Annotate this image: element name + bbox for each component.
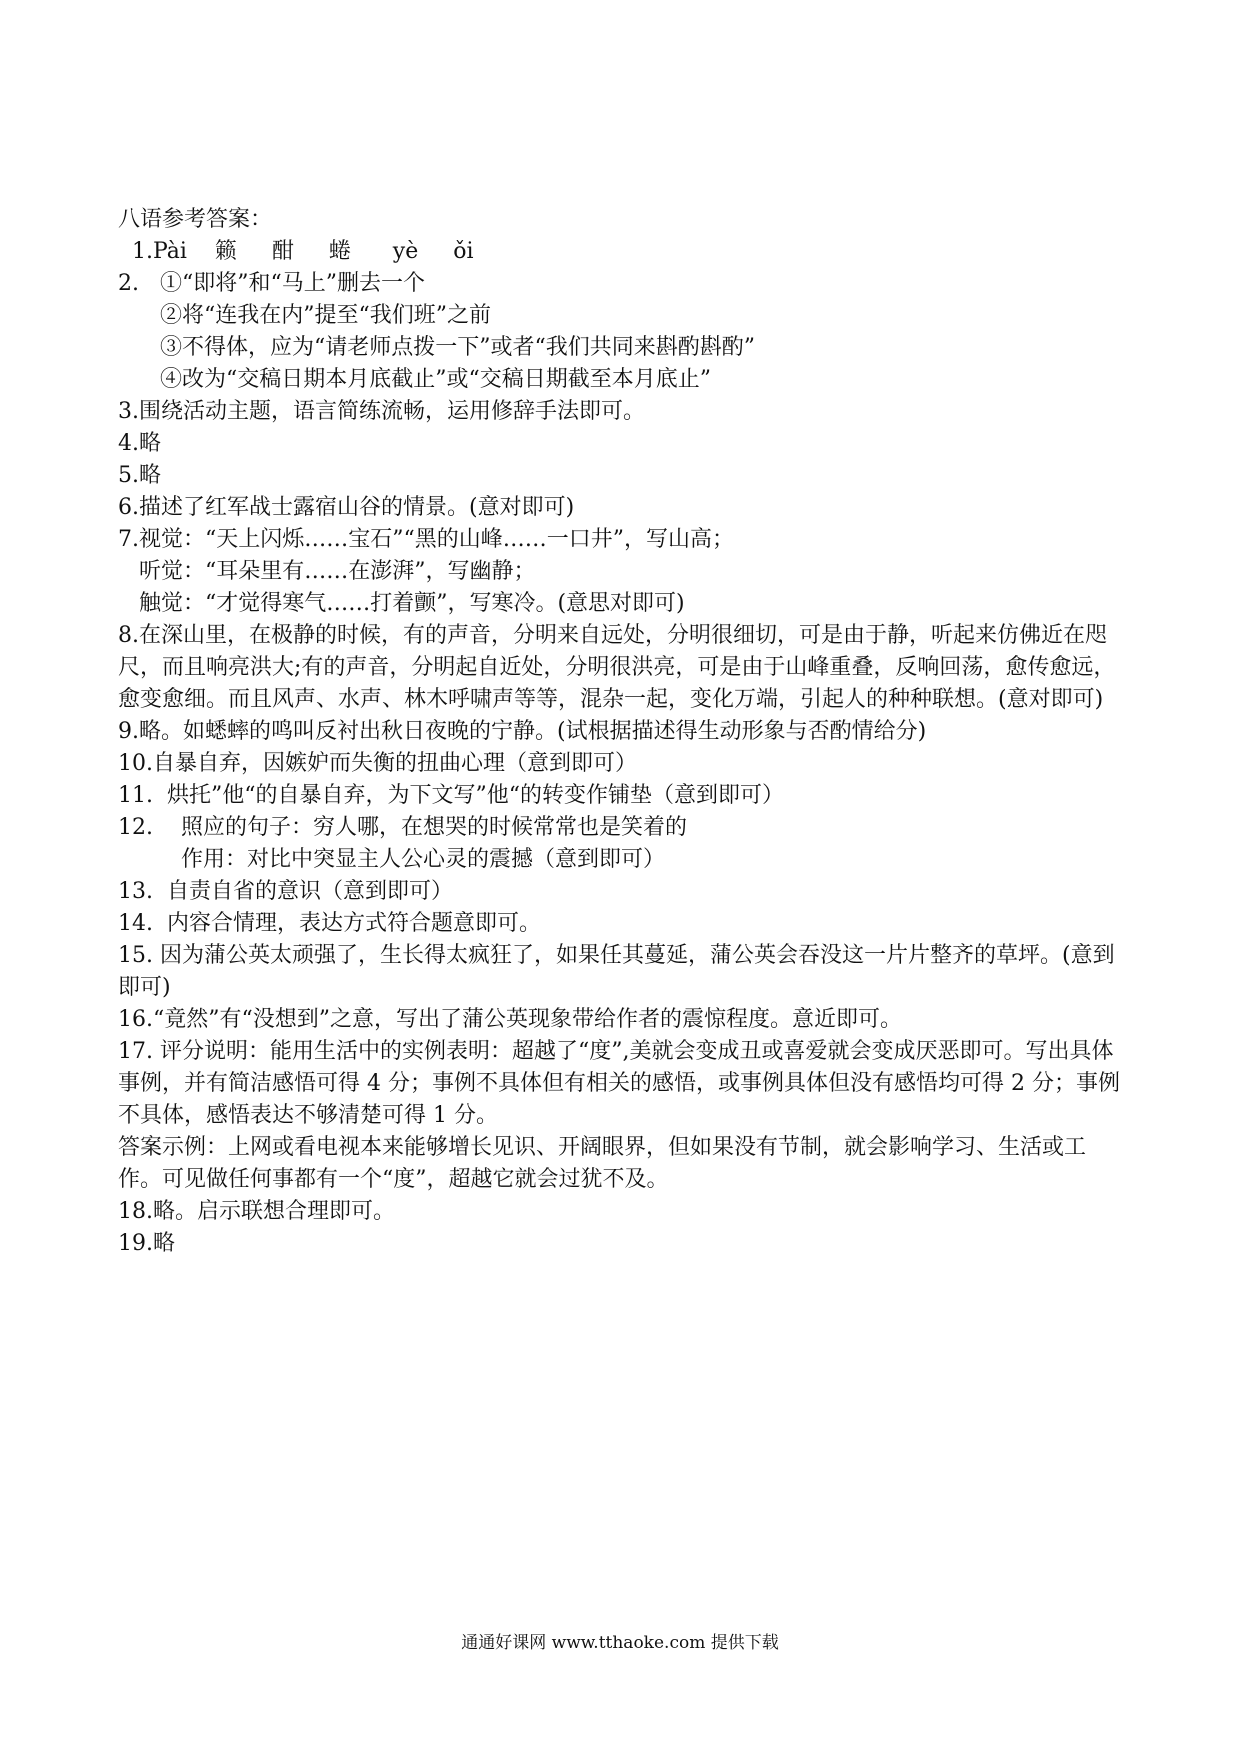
- answer-line-10: 10.自暴自弃，因嫉妒而失衡的扭曲心理（意到即可）: [118, 751, 637, 776]
- answer-line-17: 17. 评分说明：能用生活中的实例表明：超越了“度”,美就会变成丑或喜爱就会变成厌恶即可。写出具体事例，并有简洁感悟可得 4 分；事例不具体但有相关的感悟，或事例具体但没有感悟均可得 2 分；事例不具体，感悟表达不够清楚可得 1 分。: [118, 1039, 1120, 1128]
- answer-line-1: 1.Pài 籁 酣 蜷 yè ǒi: [118, 239, 474, 264]
- answer-line-15: 15. 因为蒲公英太顽强了，生长得太疯狂了，如果任其蔓延，蒲公英会吞没这一片片整齐的草坪。(意到即可): [118, 943, 1115, 1000]
- answer-line-3: 3.围绕活动主题，语言简练流畅，运用修辞手法即可。: [118, 399, 645, 424]
- answer-line-7-2: 听觉：“耳朵里有……在澎湃”，写幽静；: [118, 559, 536, 584]
- answer-line-19: 19.略: [118, 1231, 175, 1256]
- answer-line-4: 4.略: [118, 431, 161, 456]
- answer-example: 答案示例：上网或看电视本来能够增长见识、开阔眼界，但如果没有节制，就会影响学习、生活或工作。可见做任何事都有一个“度”，超越它就会过犹不及。: [118, 1135, 1087, 1192]
- answer-line-2-3: ③不得体，应为“请老师点拨一下”或者“我们共同来斟酌斟酌”: [118, 335, 755, 360]
- answer-line-16: 16.“竟然”有“没想到”之意，写出了蒲公英现象带给作者的震惊程度。意近即可。: [118, 1007, 902, 1032]
- answer-line-18: 18.略。启示联想合理即可。: [118, 1199, 395, 1224]
- answer-line-14: 14. 内容合情理，表达方式符合题意即可。: [118, 911, 541, 936]
- answer-line-5: 5.略: [118, 463, 161, 488]
- answer-line-12: 12. 照应的句子：穷人哪，在想哭的时候常常也是笑着的: [118, 815, 687, 840]
- page-footer: 通通好课网 www.tthaoke.com 提供下载: [461, 1633, 779, 1653]
- answer-line-11: 11. 烘托”他“的自暴自弃，为下文写”他“的转变作铺垫（意到即可）: [118, 783, 784, 808]
- answer-line-13: 13. 自责自省的意识（意到即可）: [118, 879, 453, 904]
- answer-line-7-3: 触觉：“才觉得寒气……打着颤”，写寒冷。(意思对即可): [118, 591, 685, 616]
- answer-line-8: 8.在深山里，在极静的时候，有的声音，分明来自远处，分明很细切，可是由于静，听起来仿佛近在咫尺，而且响亮洪大;有的声音，分明起自近处，分明很洪亮，可是由于山峰重叠，反响回荡，愈传愈远，愈变愈细。而且风声、水声、林木呼啸声等等，混杂一起，变化万端，引起人的种种联想。(意对即可): [118, 623, 1116, 712]
- answer-line-12-2: 作用：对比中突显主人公心灵的震撼（意到即可）: [118, 847, 665, 872]
- answer-line-6: 6.描述了红军战士露宿山谷的情景。(意对即可): [118, 495, 575, 520]
- answer-line-9: 9.略。如蟋蟀的鸣叫反衬出秋日夜晚的宁静。(试根据描述得生动形象与否酌情给分): [118, 719, 927, 744]
- answer-line-7: 7.视觉：“天上闪烁……宝石”“黑的山峰……一口井”，写山高；: [118, 527, 734, 552]
- answer-content: [118, 204, 1128, 1260]
- document-title: 八语参考答案：: [118, 207, 273, 232]
- answer-line-2: 2. ①“即将”和“马上”删去一个: [118, 271, 425, 296]
- answer-line-2-4: ④改为“交稿日期本月底截止”或“交稿日期截至本月底止”: [118, 367, 711, 392]
- answer-line-2-2: ②将“连我在内”提至“我们班”之前: [118, 303, 491, 328]
